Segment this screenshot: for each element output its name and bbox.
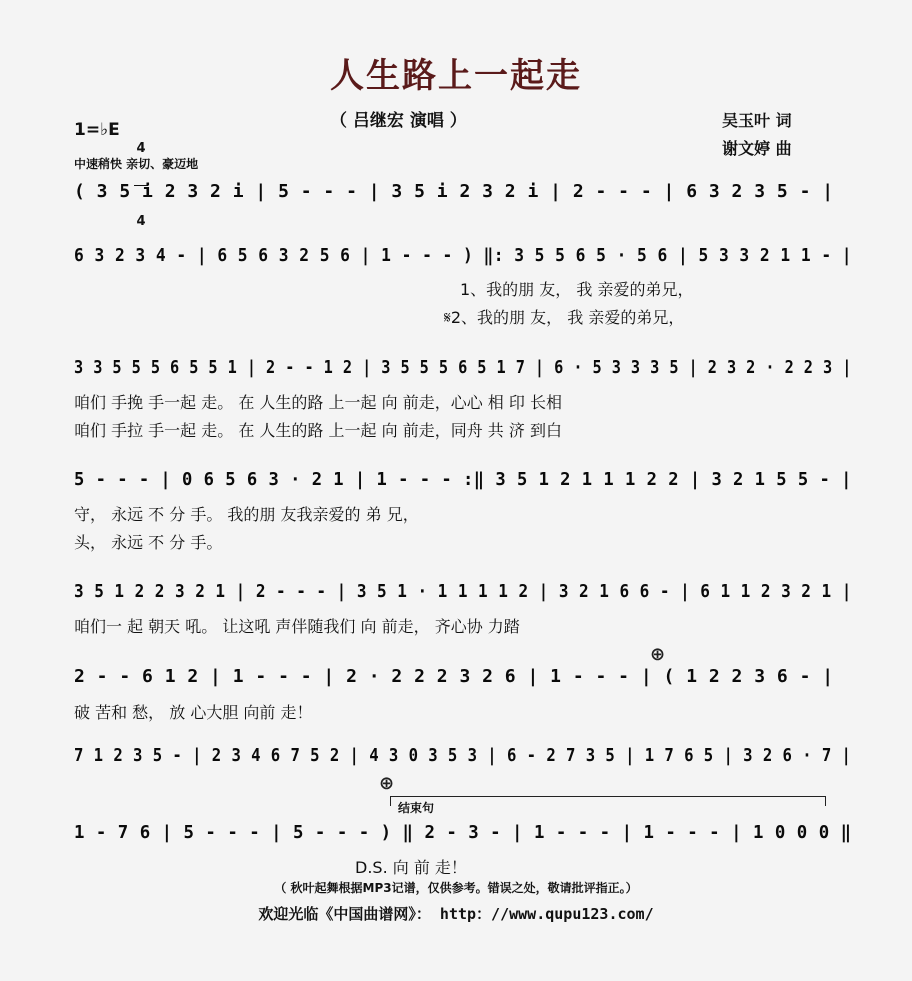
lyric-line-8: D.S. 向 前 走！ <box>355 858 467 877</box>
ending-label: 结束句 <box>398 801 435 815</box>
tempo-marking: 中速稍快 亲切、豪迈地 <box>74 157 199 171</box>
lyric-line-3b: 咱们 手拉 手一起 走。 在 人生的路 上一起 向 前走，同舟 共 济 到白 <box>74 421 562 440</box>
ending-bracket-left <box>390 796 391 806</box>
notation-row-2: 6 3 2 3 4 - | 6 5 6 3 2 5 6 | 1 - - - ) ‖: 3 5 5 6 5 · 5 6 | 5 3 3 2 1 1 - | <box>74 245 853 266</box>
lyric-line-3a: 咱们 手挽 手一起 走。 在 人生的路 上一起 向 前走，心心 相 印 长相 <box>74 393 562 412</box>
lyricist-credit: 吴玉叶 词 <box>722 111 792 130</box>
time-signature-top: 4 <box>136 141 146 156</box>
notation-row-5: 3 5 1 2 2 3 2 1 | 2 - - - | 3 5 1 · 1 1 1 1 2 | 3 2 1 6 6 - | 6 1 1 2 3 2 1 | <box>74 581 852 602</box>
transcription-note: （ 秋叶起舞根据MP3记谱，仅供参考。错误之处，敬请批评指正。） <box>274 881 638 895</box>
coda-sign-icon: ⊕ <box>379 773 395 794</box>
notation-row-7: 7 1 2 3 5 - | 2 3 4 6 7 5 2 | 4 3 0 3 5 3 | 6 - 2 7 3 5 | 1 7 6 5 | 3 2 6 · 7 | <box>74 745 852 766</box>
lyric-line-4b: 头， 永远 不 分 手。 <box>74 533 223 552</box>
lyric-line-6: 破 苦和 愁， 放 心大胆 向前 走！ <box>74 703 313 722</box>
key-signature: 1=♭E <box>74 120 120 140</box>
song-title: 人生路上一起走 <box>330 56 582 96</box>
singer-credit: （ 吕继宏 演唱 ） <box>330 111 467 131</box>
notation-row-6: 2 - - 6 1 2 | 1 - - - | 2 · 2 2 2 3 2 6 | 1 - - - | ( 1 2 2 3 6 - | <box>74 666 834 687</box>
ending-bracket-right <box>825 796 826 806</box>
composer-credit: 谢文婷 曲 <box>722 139 792 158</box>
website-footer: 欢迎光临《中国曲谱网》： http：//www.qupu123.com/ <box>258 905 654 923</box>
notation-row-4: 5 - - - | 0 6 5 6 3 · 2 1 | 1 - - - :‖ 3 5 1 2 1 1 1 2 2 | 3 2 1 5 5 - | <box>74 469 852 490</box>
lyric-line-4a: 守， 永远 不 分 手。 我的朋 友我亲爱的 弟 兄， <box>74 505 419 524</box>
notation-row-1: ( 3 5 i 2 3 2 i | 5 - - - | 3 5 i 2 3 2 i | 2 - - - | 6 3 2 3 5 - | <box>74 181 834 202</box>
lyric-line-5: 咱们一 起 朝天 吼。 让这吼 声伴随我们 向 前走， 齐心协 力踏 <box>74 617 520 636</box>
coda-sign-icon: ⊕ <box>650 644 666 665</box>
notation-row-3: 3 3 5 5 5 6 5 5 1 | 2 - - 1 2 | 3 5 5 5 6 5 1 7 | 6 · 5 3 3 3 5 | 2 3 2 · 2 2 3 | <box>74 357 852 378</box>
lyric-line-2a: 1、我的朋 友， 我 亲爱的弟兄， <box>460 280 694 299</box>
time-signature-bottom: 4 <box>136 214 146 229</box>
notation-row-8: 1 - 7 6 | 5 - - - | 5 - - - ) ‖ 2 - 3 - | 1 - - - | 1 - - - | 1 0 0 0 ‖ <box>74 822 852 843</box>
ending-bracket <box>390 796 826 797</box>
lyric-line-2b: 𝄋2、我的朋 友， 我 亲爱的弟兄， <box>444 308 685 327</box>
